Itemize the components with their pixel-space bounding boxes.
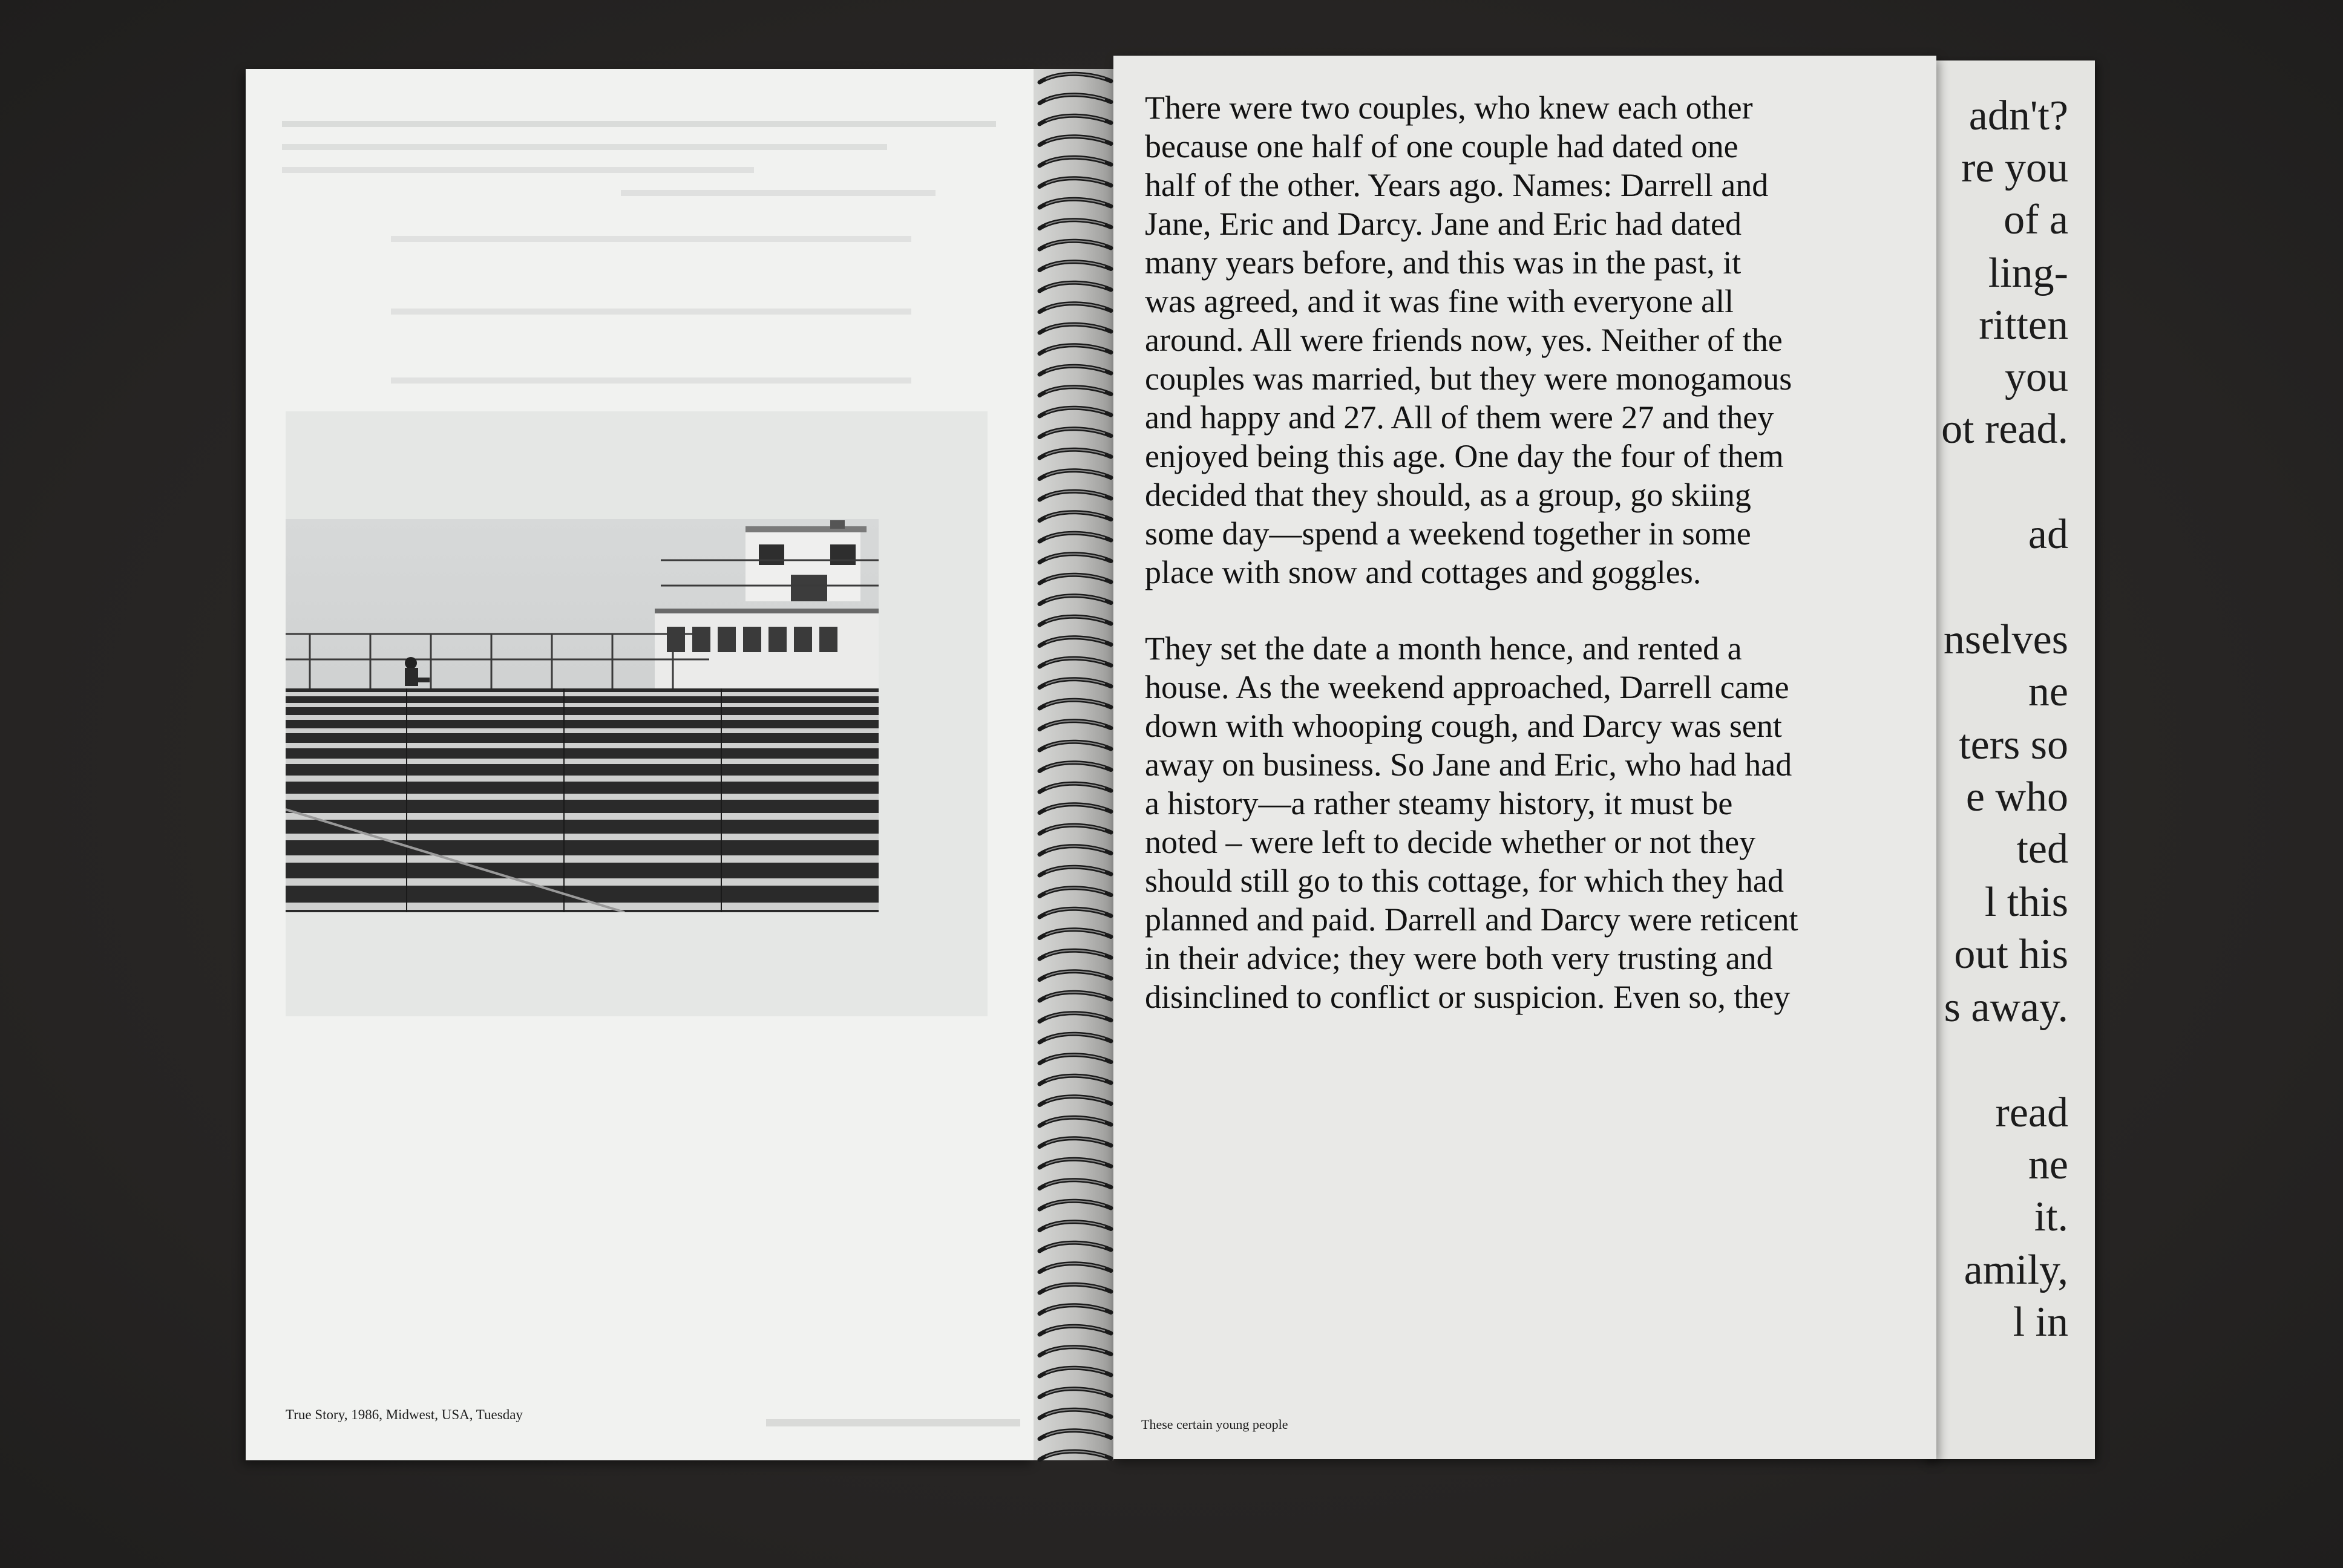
spiral-coil — [1040, 1013, 1111, 1022]
text-line: some day—spend a weekend together in some — [1145, 515, 1751, 552]
text-line: There were two couples, who knew each other — [1145, 90, 1753, 126]
spiral-coil — [1040, 930, 1111, 938]
spiral-coil — [1040, 1138, 1111, 1147]
text-line: away on business. So Jane and Eric, who had had — [1145, 746, 1792, 783]
text-line: place with snow and cottages and goggles. — [1145, 554, 1702, 590]
spiral-coil — [1040, 575, 1111, 583]
right-page — [1113, 56, 1936, 1459]
text-line: was agreed, and it was fine with everyone all — [1145, 283, 1734, 319]
spiral-coil — [1040, 491, 1111, 500]
spiral-coil — [1040, 1431, 1111, 1439]
spiral-coil — [1040, 909, 1111, 917]
spiral-coil — [1040, 449, 1111, 458]
spiral-coil — [1040, 888, 1111, 897]
spiral-coil — [1040, 283, 1111, 291]
spiral-coil — [1040, 805, 1111, 813]
text-line: around. All were friends now, yes. Neither of the — [1145, 322, 1783, 358]
spiral-coil — [1040, 1243, 1111, 1251]
spiral-coil — [1040, 867, 1111, 875]
spiral-coil — [1040, 1117, 1111, 1126]
text-line: disinclined to conflict or suspicion. Even so, they — [1145, 979, 1791, 1015]
right-page-footer: These certain young people — [1141, 1417, 1288, 1432]
back-fragment: it. — [2034, 1194, 2068, 1240]
back-fragment: adn't? — [1968, 93, 2068, 139]
spiral-coil — [1040, 178, 1111, 187]
spiral-coil — [1040, 1076, 1111, 1084]
back-fragment: out his — [1954, 931, 2068, 978]
spiral-coil — [1040, 1180, 1111, 1189]
text-line: should still go to this cottage, for which they had — [1145, 863, 1784, 899]
show-through-footer — [766, 1414, 1020, 1430]
spiral-coil — [1040, 679, 1111, 688]
spiral-coil — [1040, 1055, 1111, 1063]
spiral-coil — [1040, 700, 1111, 708]
back-fragment: ritten — [1979, 302, 2068, 348]
spiral-coil — [1040, 554, 1111, 563]
spiral-coil — [1040, 1159, 1111, 1168]
back-fragment: you — [2005, 354, 2068, 400]
text-line: half of the other. Years ago. Names: Darrell and — [1145, 167, 1769, 203]
spiral-coil — [1040, 262, 1111, 270]
spiral-binding — [1034, 42, 1118, 1482]
spiral-coil — [1040, 763, 1111, 771]
spiral-coil — [1040, 157, 1111, 166]
back-fragment: ne — [2028, 668, 2068, 715]
bleachers-image — [286, 519, 879, 912]
back-fragment: of a — [2004, 197, 2068, 243]
back-page-text — [1924, 60, 2095, 1459]
spiral-coil — [1040, 658, 1111, 667]
back-fragment: ling- — [1988, 250, 2068, 296]
spiral-coil — [1040, 1368, 1111, 1376]
spiral-coil — [1040, 220, 1111, 229]
back-fragment: ted — [2016, 826, 2068, 872]
text-line: Jane, Eric and Darcy. Jane and Eric had dated — [1145, 206, 1742, 242]
spiral-coil — [1040, 1097, 1111, 1105]
paragraph-2 — [1145, 629, 1932, 1016]
text-line: decided that they should, as a group, go skiing — [1145, 477, 1751, 513]
spiral-coil — [1040, 992, 1111, 1001]
text-line: and happy and 27. All of them were 27 and they — [1145, 399, 1774, 436]
back-page — [1924, 60, 2095, 1459]
spiral-coil — [1040, 1389, 1111, 1397]
text-line: a history—a rather steamy history, it must be — [1145, 785, 1733, 822]
left-page — [246, 69, 1034, 1460]
text-line: planned and paid. Darrell and Darcy were reticent — [1145, 901, 1798, 938]
spiral-coil — [1040, 721, 1111, 730]
spiral-coil — [1040, 387, 1111, 396]
back-fragment: l this — [1984, 879, 2068, 926]
back-fragment: ot read. — [1941, 406, 2068, 452]
text-line: in their advice; they were both very trusting and — [1145, 940, 1773, 976]
spiral-coil — [1040, 408, 1111, 416]
spiral-coil — [1040, 429, 1111, 437]
spiral-coil — [1040, 1410, 1111, 1418]
spiral-coil — [1040, 1264, 1111, 1272]
spiral-coil — [1040, 783, 1111, 792]
spiral-coil — [1040, 950, 1111, 959]
text-line: house. As the weekend approached, Darrell came — [1145, 669, 1789, 705]
spiral-coil — [1040, 241, 1111, 249]
back-fragment: read — [1995, 1089, 2068, 1136]
spiral-coil — [1040, 616, 1111, 625]
spiral-coil — [1040, 1222, 1111, 1230]
spiral-coil — [1040, 533, 1111, 541]
spiral-coil — [1040, 304, 1111, 312]
spiral-coil — [1040, 95, 1111, 103]
back-fragment: ad — [2028, 511, 2068, 558]
spiral-coil — [1040, 846, 1111, 855]
spiral-coil — [1040, 1326, 1111, 1334]
text-line: because one half of one couple had dated one — [1145, 128, 1738, 165]
back-fragment: nselves — [1943, 616, 2068, 663]
back-fragment: e who — [1965, 774, 2068, 820]
spiral-coil — [1040, 972, 1111, 980]
spiral-coil — [1040, 116, 1111, 124]
paragraph-1 — [1145, 88, 1932, 592]
spiral-coil — [1040, 1305, 1111, 1314]
spiral-coil — [1040, 825, 1111, 834]
spiral-coil — [1040, 1201, 1111, 1209]
spiral-coil — [1040, 137, 1111, 145]
back-fragment: ters so — [1959, 722, 2068, 768]
stadium-bleachers-photo — [286, 519, 879, 912]
back-fragment: amily, — [1964, 1247, 2068, 1293]
spiral-coil — [1040, 596, 1111, 604]
back-fragment: l in — [2013, 1299, 2068, 1345]
text-line: down with whooping cough, and Darcy was sent — [1145, 708, 1782, 744]
spiral-coil — [1040, 638, 1111, 646]
spiral-coil — [1040, 471, 1111, 479]
spiral-coil — [1040, 1284, 1111, 1293]
text-line: enjoyed being this age. One day the four of them — [1145, 438, 1784, 474]
spiral-coil — [1040, 366, 1111, 374]
back-fragment: ne — [2028, 1142, 2068, 1188]
spiral-coil — [1040, 1034, 1111, 1042]
spiral-coil — [1040, 512, 1111, 521]
text-line: many years before, and this was in the past, it — [1145, 244, 1742, 281]
spiral-coil — [1040, 345, 1111, 354]
spiral-coil — [1040, 324, 1111, 333]
text-line: They set the date a month hence, and rented a — [1145, 630, 1742, 667]
spiral-coil — [1040, 1347, 1111, 1356]
spiral-coil — [1040, 199, 1111, 207]
back-fragment: s away. — [1944, 984, 2068, 1031]
spiral-coil — [1040, 74, 1111, 82]
text-line: noted – were left to decide whether or not they — [1145, 824, 1756, 860]
back-fragment: re you — [1961, 145, 2068, 191]
left-page-footer: True Story, 1986, Midwest, USA, Tuesday — [286, 1407, 523, 1422]
spiral-coil — [1040, 742, 1111, 750]
spiral-coil — [1040, 1451, 1111, 1460]
text-line: couples was married, but they were monogamous — [1145, 361, 1792, 397]
story-body — [1145, 88, 1932, 1054]
